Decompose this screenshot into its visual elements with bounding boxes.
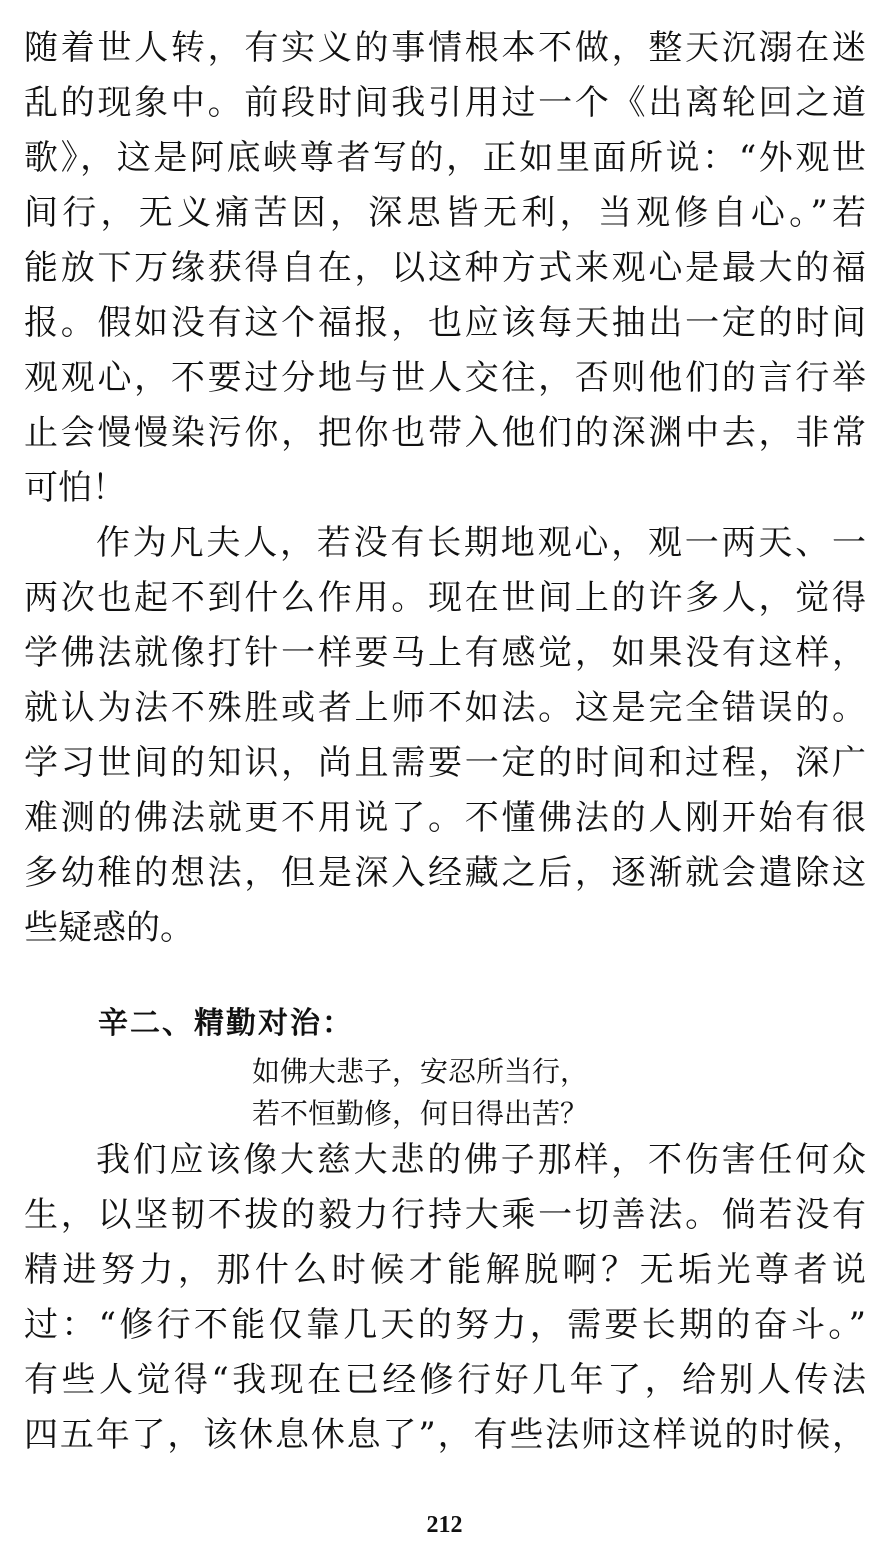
section-heading: 辛二、精勤对治： — [98, 1006, 354, 1041]
paragraph-1-line: 可怕！ — [24, 468, 126, 508]
paragraph-1-line: 乱的现象中。前段时间我引用过一个《出离轮回之道 — [24, 83, 866, 123]
paragraph-2-line: 多幼稚的想法，但是深入经藏之后，逐渐就会遣除这 — [24, 853, 866, 893]
paragraph-2-line: 就认为法不殊胜或者上师不如法。这是完全错误的。 — [24, 688, 866, 728]
paragraph-1-line: 歌》，这是阿底峡尊者写的，正如里面所说：“外观世 — [24, 138, 866, 178]
paragraph-2-line: 学佛法就像打针一样要马上有感觉，如果没有这样， — [24, 633, 866, 673]
paragraph-1-line: 观观心，不要过分地与世人交往，否则他们的言行举 — [24, 358, 866, 398]
paragraph-3-line: 生，以坚韧不拔的毅力行持大乘一切善法。倘若没有 — [24, 1195, 866, 1235]
paragraph-3-line: 精进努力，那什么时候才能解脱啊？无垢光尊者说 — [24, 1250, 866, 1290]
paragraph-2-line: 作为凡夫人，若没有长期地观心，观一两天、一 — [96, 523, 866, 563]
paragraph-1-line: 报。假如没有这个福报，也应该每天抽出一定的时间 — [24, 303, 866, 343]
paragraph-1-line: 间行，无义痛苦因，深思皆无利，当观修自心。”若 — [24, 193, 866, 233]
paragraph-3-line: 有些人觉得“我现在已经修行好几年了，给别人传法 — [24, 1360, 866, 1400]
paragraph-1-line: 止会慢慢染污你，把你也带入他们的深渊中去，非常 — [24, 413, 866, 453]
paragraph-2-line: 两次也起不到什么作用。现在世间上的许多人，觉得 — [24, 578, 866, 618]
paragraph-3-line: 四五年了，该休息休息了”，有些法师这样说的时候， — [24, 1415, 866, 1455]
paragraph-2-line: 学习世间的知识，尚且需要一定的时间和过程，深广 — [24, 743, 866, 783]
page-number: 212 — [426, 1512, 463, 1538]
paragraph-1-line: 随着世人转，有实义的事情根本不做，整天沉溺在迷 — [24, 28, 866, 68]
verse-line: 若不恒勤修，何日得出苦？ — [252, 1097, 589, 1130]
paragraph-3-line: 过：“修行不能仅靠几天的努力，需要长期的奋斗。” — [24, 1305, 866, 1345]
paragraph-2-line: 难测的佛法就更不用说了。不懂佛法的人刚开始有很 — [24, 798, 866, 838]
verse-line: 如佛大悲子，安忍所当行， — [252, 1055, 589, 1088]
paragraph-3-line: 我们应该像大慈大悲的佛子那样，不伤害任何众 — [96, 1140, 866, 1180]
paragraph-1-line: 能放下万缘获得自在，以这种方式来观心是最大的福 — [24, 248, 866, 288]
paragraph-2-line: 些疑惑的。 — [24, 908, 194, 948]
